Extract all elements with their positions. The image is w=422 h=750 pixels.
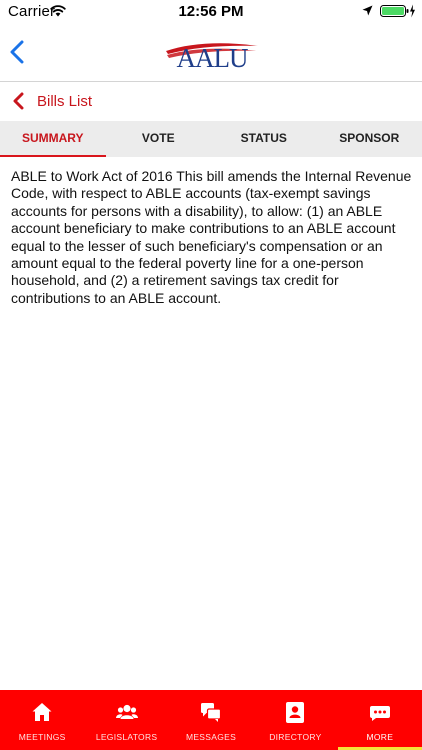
- more-icon: [369, 701, 391, 723]
- clock: 12:56 PM: [178, 3, 244, 20]
- chevron-left-icon[interactable]: [12, 92, 24, 110]
- people-icon: [116, 701, 138, 723]
- tab-vote[interactable]: VOTE: [141, 131, 175, 145]
- bill-summary-text: ABLE to Work Act of 2016 This bill amends the Internal Revenue Code, with respect to ABLE accounts (tax-exempt savings accounts for persons with a disability), to allow: (1) an ABLE account beneficiary to make contributions to an ABLE account equal to the lesser of such beneficiary's compensation or an amount equal to the federal poverty line for a one-person household, and (2) a retirement savings tax credit for contributions to an ABLE account.: [11, 168, 412, 306]
- tab-bar: [0, 121, 422, 157]
- back-chevron-icon[interactable]: [8, 40, 26, 64]
- battery-icon: [380, 4, 416, 18]
- tab-sponsor[interactable]: SPONSOR: [339, 131, 400, 145]
- status-bar: [0, 0, 422, 24]
- contact-book-icon: [284, 701, 306, 723]
- tab-summary[interactable]: SUMMARY: [0, 121, 106, 157]
- bottom-tab-label: MESSAGES: [185, 732, 237, 742]
- bottom-tab-label: MORE: [366, 732, 394, 742]
- bottom-tab-more[interactable]: [338, 690, 422, 750]
- chat-icon: [200, 701, 222, 723]
- bottom-tab-label: MEETINGS: [18, 732, 66, 742]
- bills-list-link[interactable]: Bills List: [37, 93, 93, 110]
- aalu-logo: [164, 38, 260, 70]
- bottom-tab-meetings[interactable]: [0, 690, 84, 750]
- bottom-tab-directory[interactable]: [253, 690, 337, 750]
- bottom-tab-label: LEGISLATORS: [95, 732, 158, 742]
- aalu-logo-image: [164, 38, 260, 70]
- bills-list-header[interactable]: [0, 83, 422, 121]
- carrier-label: Carrier: [8, 3, 56, 20]
- nav-bar: [0, 24, 422, 82]
- bottom-tab-label: DIRECTORY: [269, 732, 322, 742]
- bottom-tab-legislators[interactable]: [84, 690, 168, 750]
- tab-status[interactable]: STATUS: [240, 131, 287, 145]
- home-icon: [31, 701, 53, 723]
- svg-text:AALU: AALU: [176, 43, 248, 70]
- location-icon: [362, 5, 373, 16]
- bottom-tab-bar: [0, 690, 422, 750]
- bottom-tab-messages[interactable]: [169, 690, 253, 750]
